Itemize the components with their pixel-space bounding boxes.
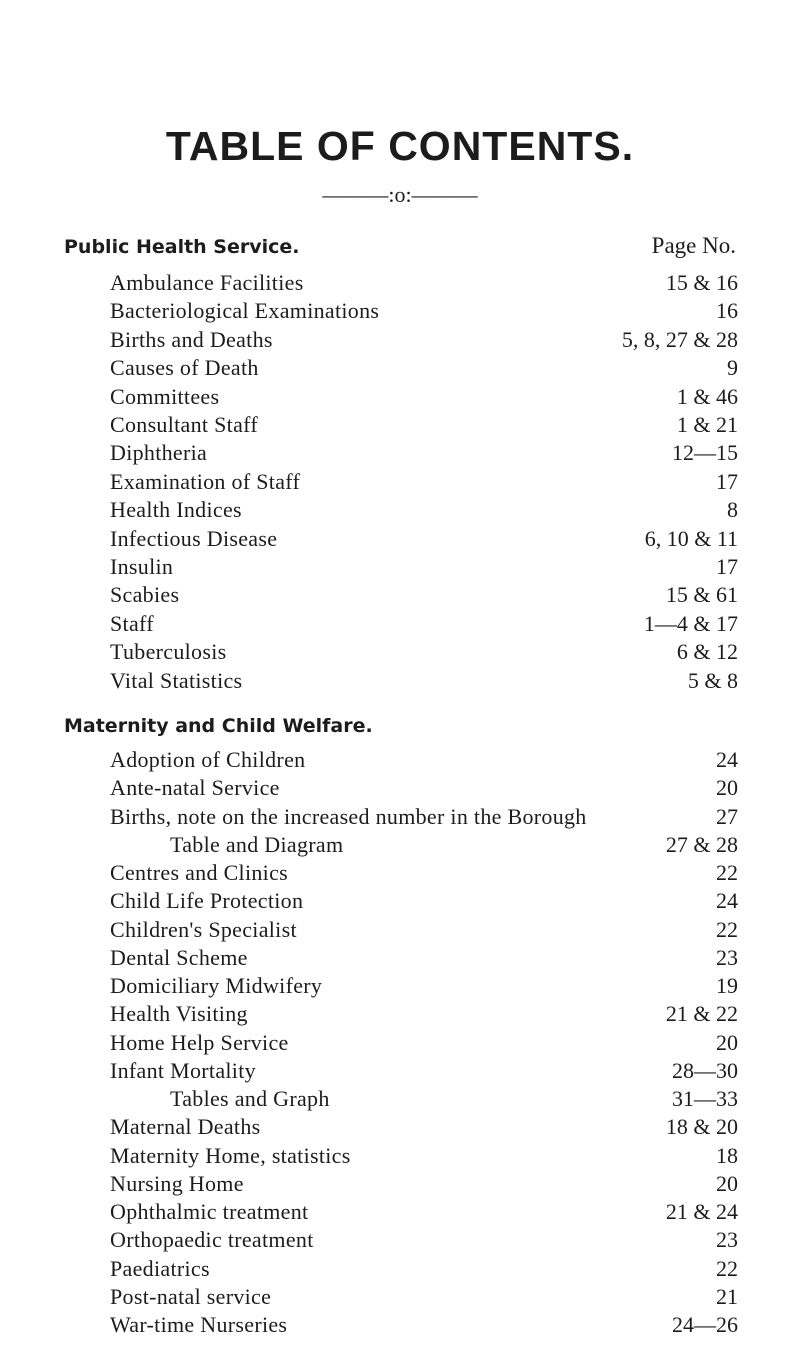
toc-entry <box>0 468 738 496</box>
toc-entry-pages: 15 & 61 <box>665 582 738 608</box>
toc-entry <box>0 383 738 411</box>
toc-entry-label: Children's Specialist <box>110 916 297 942</box>
section-heading-public-health: Public Health Service. <box>64 236 300 258</box>
toc-entry-label: Ambulance Facilities <box>110 270 304 295</box>
toc-entry-pages: 22 <box>716 1255 738 1281</box>
toc-entry <box>0 354 738 382</box>
toc-entry-pages: 12—15 <box>672 440 738 466</box>
toc-entry-pages: 6 & 12 <box>676 639 738 665</box>
toc-entry-label: Health Visiting <box>110 1001 248 1027</box>
toc-entry-label: Post-natal service <box>110 1283 272 1309</box>
toc-entry-label: War-time Nurseries <box>110 1312 288 1337</box>
toc-entry <box>0 638 738 666</box>
toc-entry <box>0 326 738 354</box>
toc-entry <box>0 1283 738 1311</box>
toc-entry-label: Maternal Deaths <box>110 1114 261 1140</box>
toc-entry-pages: 21 <box>716 1283 738 1309</box>
toc-entry-label: Nursing Home <box>110 1170 244 1196</box>
toc-entry <box>0 803 738 831</box>
toc-entry <box>0 1113 738 1141</box>
toc-entry-label: Diphtheria <box>110 440 208 466</box>
toc-entry-label: Centres and Clinics <box>110 860 289 885</box>
toc-entry-label: Examination of Staff <box>110 468 301 494</box>
toc-entry <box>0 831 738 859</box>
toc-entry-pages: 20 <box>716 775 738 801</box>
toc-entry-pages: 27 & 28 <box>665 831 738 857</box>
toc-entry-pages: 28—30 <box>672 1057 738 1083</box>
toc-entry-label: Adoption of Children <box>110 747 306 772</box>
toc-entry <box>0 496 738 524</box>
toc-entry <box>0 667 738 695</box>
toc-entry <box>0 525 738 553</box>
page-number-column-heading: Page No. <box>651 233 736 258</box>
toc-entry <box>0 1029 738 1057</box>
toc-entry-pages: 8 <box>727 497 738 523</box>
page-title: TABLE OF CONTENTS. <box>165 123 635 169</box>
toc-entry-label: Consultant Staff <box>110 412 259 437</box>
toc-entry-label: Tables and Graph <box>170 1086 330 1111</box>
toc-entry-pages: 18 <box>716 1142 738 1168</box>
toc-entry-label: Births, note on the increased number in the Borough <box>110 803 587 829</box>
toc-entry-label: Maternity Home, statistics <box>110 1142 351 1168</box>
toc-entry <box>0 774 738 802</box>
toc-entry-label: Ante-natal Service <box>110 775 280 801</box>
toc-entry-label: Causes of Death <box>110 355 259 381</box>
toc-entry-label: Health Indices <box>110 497 242 523</box>
toc-entry-pages: 24—26 <box>672 1312 738 1337</box>
toc-entry <box>0 887 738 915</box>
section-heading-maternity: Maternity and Child Welfare. <box>64 715 373 737</box>
toc-entry-pages: 17 <box>716 468 738 494</box>
toc-entry-pages: 9 <box>727 355 738 381</box>
toc-entry-label: Table and Diagram <box>170 831 344 857</box>
toc-entry-pages: 31—33 <box>672 1086 738 1111</box>
toc-entry <box>0 859 738 887</box>
toc-entry-pages: 15 & 16 <box>665 270 738 295</box>
toc-entry-label: Orthopaedic treatment <box>110 1227 314 1253</box>
toc-entry-pages: 17 <box>716 554 738 579</box>
toc-entry-pages: 22 <box>716 860 738 885</box>
toc-entry-pages: 16 <box>716 298 738 324</box>
toc-entry-label: Paediatrics <box>110 1255 210 1281</box>
toc-entry <box>0 916 738 944</box>
toc-entry-label: Staff <box>110 610 154 636</box>
toc-entry-pages: 24 <box>716 747 738 772</box>
toc-entry-pages: 22 <box>716 916 738 942</box>
toc-entry-pages: 18 & 20 <box>665 1114 738 1140</box>
toc-entry <box>0 1000 738 1028</box>
toc-entry <box>0 1170 738 1198</box>
toc-entry-pages: 5, 8, 27 & 28 <box>621 326 738 352</box>
toc-entry <box>0 1226 738 1254</box>
toc-entry-label: Ophthalmic treatment <box>110 1199 309 1224</box>
toc-entry-label: Infectious Disease <box>110 525 278 551</box>
toc-entry <box>0 610 738 638</box>
toc-entry <box>0 269 738 297</box>
toc-entry-pages: 23 <box>716 1227 738 1253</box>
toc-entry-pages: 1 & 21 <box>676 412 738 437</box>
toc-entry <box>0 439 738 467</box>
toc-entry-pages: 21 & 22 <box>665 1001 738 1027</box>
toc-entry-pages: 20 <box>716 1170 738 1196</box>
toc-entry <box>0 411 738 439</box>
toc-entry <box>0 1255 738 1283</box>
toc-entry <box>0 1311 738 1339</box>
toc-entry <box>0 944 738 972</box>
toc-entry-pages: 19 <box>716 973 738 998</box>
toc-entry <box>0 297 738 325</box>
toc-entry-label: Scabies <box>110 582 180 608</box>
toc-entry-pages: 20 <box>716 1029 738 1055</box>
toc-entry <box>0 972 738 1000</box>
toc-entry-label: Vital Statistics <box>110 667 243 693</box>
toc-entry <box>0 1198 738 1226</box>
toc-entry-pages: 1 & 46 <box>676 383 738 409</box>
toc-entry-pages: 24 <box>716 888 738 914</box>
toc-entry-label: Bacteriological Examinations <box>110 298 380 324</box>
toc-entry-label: Committees <box>110 383 220 409</box>
toc-entry-pages: 21 & 24 <box>665 1199 738 1224</box>
toc-entry <box>0 1085 738 1113</box>
toc-entry-label: Dental Scheme <box>110 944 248 970</box>
toc-entry-pages: 5 & 8 <box>687 667 738 693</box>
toc-entry <box>0 1142 738 1170</box>
toc-entry <box>0 553 738 581</box>
toc-entry-pages: 6, 10 & 11 <box>644 525 738 551</box>
toc-entry <box>0 1057 738 1085</box>
toc-entry-pages: 23 <box>716 944 738 970</box>
toc-entry-label: Tuberculosis <box>110 639 227 665</box>
toc-entry-pages: 27 <box>716 803 738 829</box>
toc-entry-label: Infant Mortality <box>110 1057 256 1083</box>
title-divider: ———:o:——— <box>322 182 478 207</box>
toc-entry-label: Insulin <box>110 554 174 579</box>
toc-entry-label: Home Help Service <box>110 1029 289 1055</box>
toc-entry-label: Child Life Protection <box>110 888 304 914</box>
toc-entry-pages: 1—4 & 17 <box>643 610 738 636</box>
toc-entry <box>0 581 738 609</box>
toc-entry-label: Births and Deaths <box>110 326 273 352</box>
toc-entry-label: Domiciliary Midwifery <box>110 973 323 998</box>
toc-entry <box>0 746 738 774</box>
